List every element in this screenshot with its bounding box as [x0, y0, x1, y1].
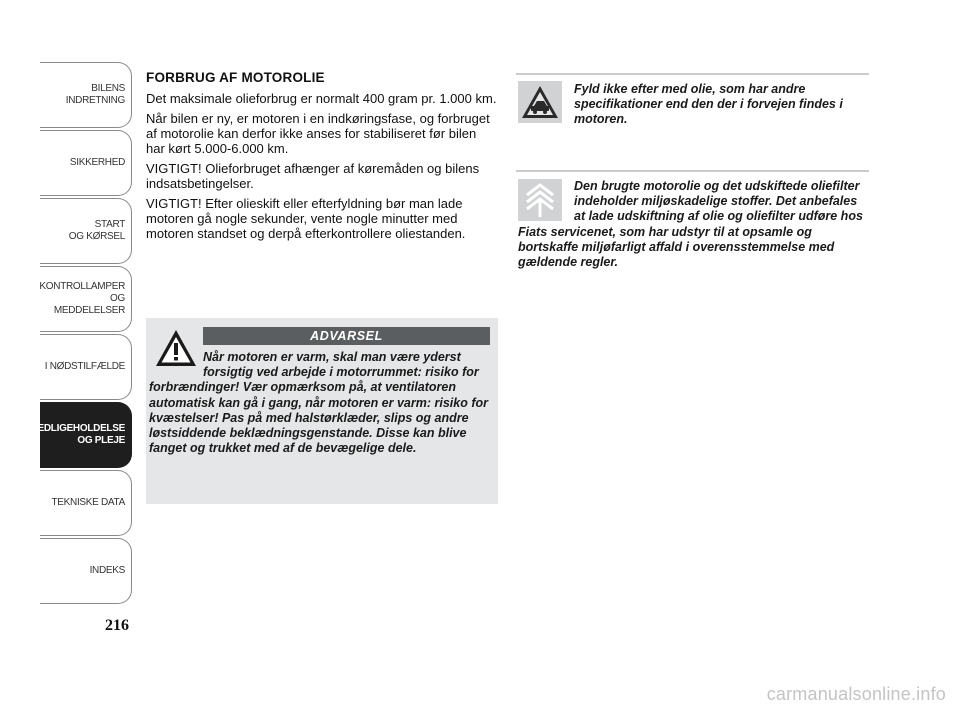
main-section [146, 70, 498, 246]
watermark: carmanualsonline.info [766, 684, 946, 704]
paragraph-break-in: Når bilen er ny, er motoren i en indkøringsfase, og forbruget af motorolie kan derfor ikke anses for stabiliseret før bilen har kørt 5.000-6.000 km. [146, 111, 490, 156]
note-icon-box [518, 81, 562, 123]
tab-kontrollamper[interactable]: KONTROLLAMPER OG MEDDELELSER [40, 266, 132, 332]
note-environment: Den brugte motorolie og det udskiftede oliefilter indeholder miljøskadelige stoffer. Det anbefales at lade udskiftning af olie og oliefilter udføre hos Fiats servicenet, som har udstyr til at opsamle og bortskaffe miljøfarligt affald i overensstemmelse med gældende regler. [518, 179, 863, 270]
tab-sikkerhed[interactable]: SIKKERHED [40, 130, 132, 196]
page-number: 216 [105, 617, 129, 634]
warning-box [146, 318, 498, 504]
note-icon-box [518, 179, 562, 221]
note-oil-spec: Fyld ikke efter med olie, som har andre specifikationer end den der i forvejen findes i motoren. [574, 82, 843, 127]
car-damage-icon [521, 85, 559, 119]
paragraph-important-driving: VIGTIGT! Olieforbruget afhænger af køremåden og bilens indsatsbetingelser. [146, 161, 480, 191]
paragraph-consumption: Det maksimale olieforbrug er normalt 400 gram pr. 1.000 km. [146, 91, 497, 106]
tab-vedligeholdelse-og-pleje[interactable]: VEDLIGEHOLDELSE OG PLEJE [40, 402, 132, 468]
divider [516, 73, 869, 75]
tab-bilens-indretning[interactable]: BILENS INDRETNING [40, 62, 132, 128]
divider [516, 170, 869, 172]
paragraph-important-check: VIGTIGT! Efter olieskift eller efterfyldning bør man lade motoren gå nogle sekunder, vente nogle minutter med motoren standset og derpå efterkontrollere oliestanden. [146, 196, 466, 241]
tab-tekniske-data[interactable]: TEKNISKE DATA [40, 470, 132, 536]
tab-indeks[interactable]: INDEKS [40, 538, 132, 604]
warning-text: Når motoren er varm, skal man være yderst forsigtig ved arbejde i motorrummet: risiko for forbrændinger! Vær opmærksom på, at ventilatoren automatisk kan gå i gang, når motoren er varm: risiko for kvæstelser! Pas på med halstørklæder, slips og andre løstsiddende beklædningsgenstande. Disse kan blive fanget og trukket med af de bevægelige dele. [149, 350, 488, 456]
tab-start-og-korsel[interactable]: START OG KØRSEL [40, 198, 132, 264]
tab-i-nodstilfaelde[interactable]: I NØDSTILFÆLDE [40, 334, 132, 400]
section-title: FORBRUG AF MOTOROLIE [146, 70, 325, 85]
environment-tree-icon [523, 181, 557, 219]
warning-header: ADVARSEL [203, 327, 490, 345]
